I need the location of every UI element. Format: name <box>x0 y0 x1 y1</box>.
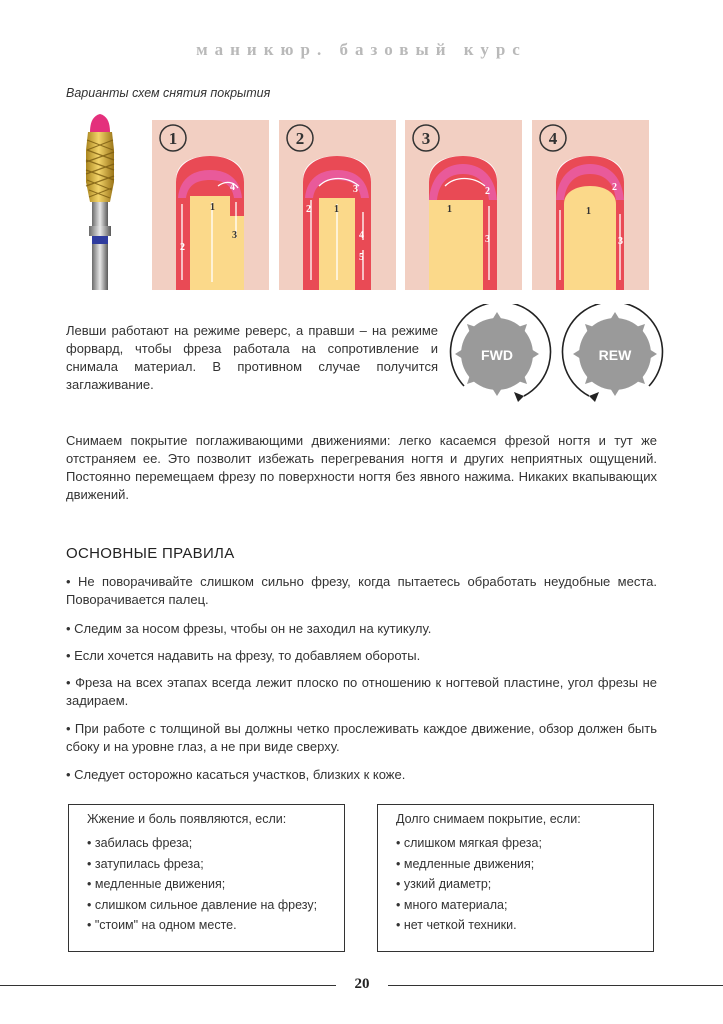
list-item: • слишком мягкая фреза; <box>396 836 542 850</box>
running-header: маникюр. базовый курс <box>196 40 527 59</box>
rule-item: • При работе с толщиной вы должны четко прослеживать каждое движение, обзор должен быть сбоку и на уровне глаз, а не при виде сверху. <box>66 721 657 754</box>
figure-caption: Варианты схем снятия покрытия <box>66 86 271 100</box>
box-list <box>396 833 542 936</box>
svg-text:5: 5 <box>359 252 364 263</box>
svg-text:4: 4 <box>359 230 364 241</box>
svg-text:3: 3 <box>232 230 237 241</box>
svg-text:4: 4 <box>230 182 235 193</box>
reverse-mode-icon <box>559 304 669 408</box>
list-item: • затупилась фреза; <box>87 856 204 871</box>
box-title: Долго снимаем покрытие, если: <box>396 812 581 826</box>
rule-item: • Следует осторожно касаться участков, близких к коже. <box>66 767 406 782</box>
box-title: Жжение и боль появляются, если: <box>87 812 287 826</box>
rule-item: • Если хочется надавить на фрезу, то добавляем обороты. <box>66 648 421 663</box>
svg-text:1: 1 <box>447 204 452 215</box>
box-list <box>87 833 317 936</box>
list-item: • слишком сильное давление на фрезу; <box>87 897 318 912</box>
scheme-number: 3 <box>421 129 431 148</box>
rule-item: • Фреза на всех этапах всегда лежит плоско по отношению к ногтевой пластине, угол фрезы не задираем. <box>66 675 657 708</box>
burning-pain-box <box>68 804 345 952</box>
removal-scheme-4 <box>532 120 649 290</box>
rule-item: • Не поворачивайте слишком сильно фрезу, когда пытаетесь обработать неудобные места. Поворачивается палец. <box>66 574 657 607</box>
svg-text:1: 1 <box>586 206 591 217</box>
svg-text:2: 2 <box>180 242 185 253</box>
removal-scheme-3 <box>405 120 522 290</box>
slow-removal-box <box>377 804 654 952</box>
svg-text:2: 2 <box>612 182 617 193</box>
scheme-number: 1 <box>168 129 178 148</box>
footer-rule-right <box>388 985 723 986</box>
list-item: • медленные движения; <box>396 856 535 871</box>
list-item: • узкий диаметр; <box>396 877 492 891</box>
removal-scheme-1 <box>152 120 269 290</box>
svg-text:FWD: FWD <box>481 347 513 363</box>
removal-scheme-2 <box>279 120 396 290</box>
footer-rule-left <box>0 985 336 986</box>
list-item: • забилась фреза; <box>87 836 193 850</box>
scheme-number: 4 <box>548 129 558 148</box>
svg-text:2: 2 <box>485 186 490 197</box>
rules-heading: ОСНОВНЫЕ ПРАВИЛА <box>66 545 235 562</box>
scheme-number: 2 <box>295 129 305 148</box>
svg-text:1: 1 <box>334 204 339 215</box>
svg-text:3: 3 <box>618 236 623 247</box>
svg-text:2: 2 <box>306 204 311 215</box>
list-item: • медленные движения; <box>87 877 226 891</box>
page-number: 20 <box>354 976 370 992</box>
list-item: • нет четкой техники. <box>396 918 517 932</box>
direction-paragraph: Левши работают на режиме реверс, а правши – на режиме форвард, чтобы фреза работала на сопротивление и снимала материал. В противном случае получится заглаживание. <box>66 323 438 392</box>
list-item: • "стоим" на одном месте. <box>87 918 237 932</box>
forward-mode-icon <box>444 304 554 408</box>
svg-text:1: 1 <box>210 202 215 213</box>
drill-bit-image <box>70 110 130 292</box>
rule-item: • Следим за носом фрезы, чтобы он не заходил на кутикулу. <box>66 621 432 636</box>
svg-text:REW: REW <box>598 347 632 363</box>
svg-text:3: 3 <box>353 184 358 195</box>
list-item: • много материала; <box>396 897 508 912</box>
technique-paragraph: Снимаем покрытие поглаживающими движениями: легко касаемся фрезой ногтя и тут же отстраняем ее. Это позволит избежать перегревания ногтя и других неприятных ощущений. Постоянно перемещаем фрезу по поверхности ногтя без явного нажима. Никаких вкапывающих движений. <box>66 433 657 502</box>
svg-text:3: 3 <box>485 234 490 245</box>
